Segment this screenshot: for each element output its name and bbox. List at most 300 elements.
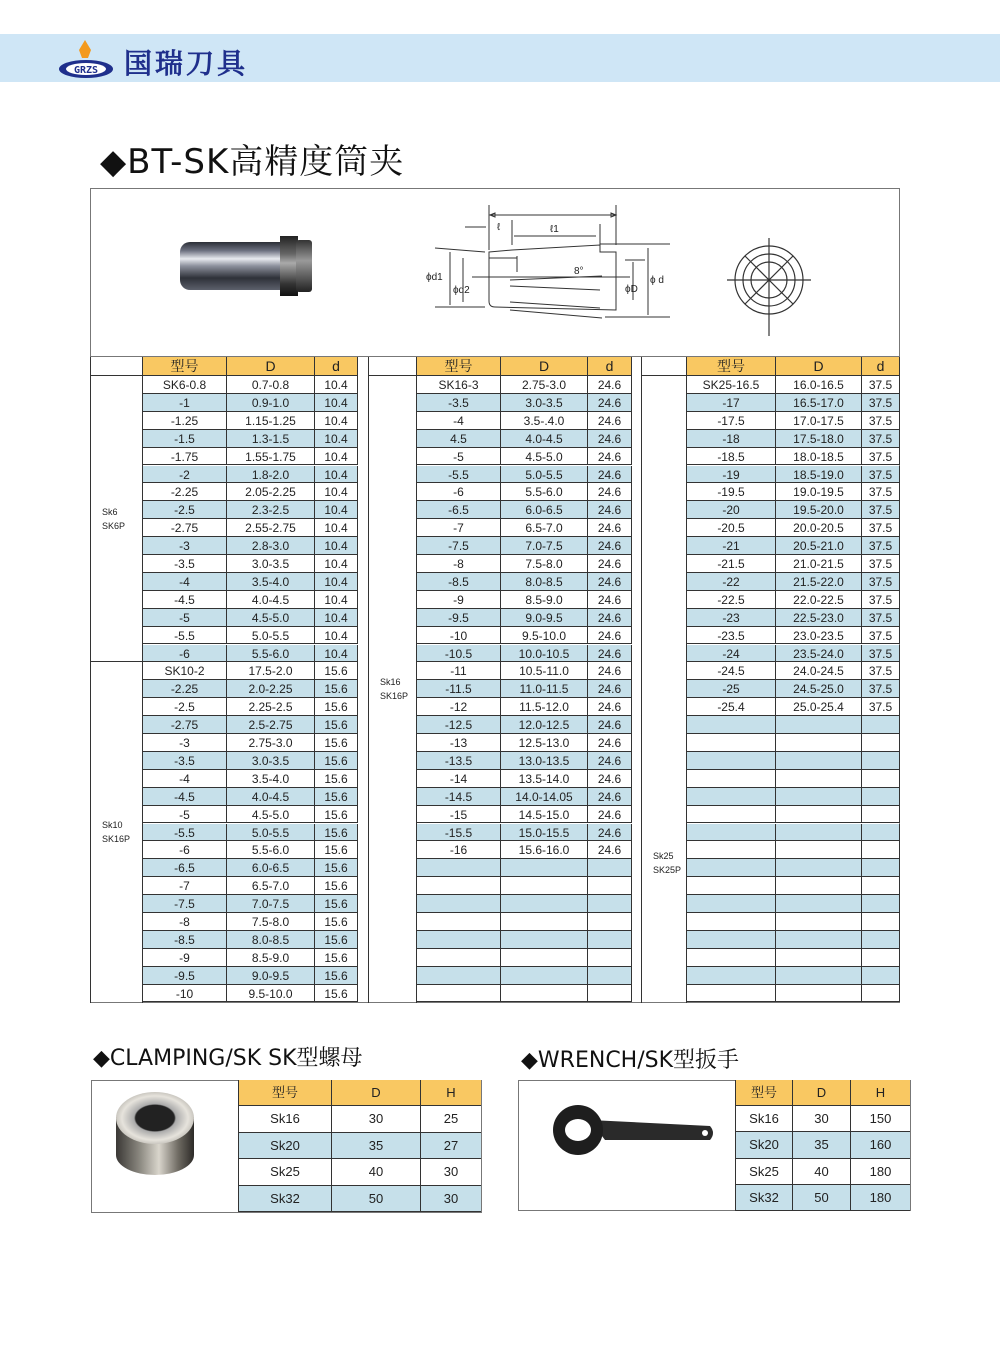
- model-cell: -7.5: [417, 537, 501, 555]
- dim-l: ℓ: [497, 222, 501, 233]
- clamping-title: ◆CLAMPING/SK SK型螺母: [93, 1046, 363, 1071]
- d-range-cell: 18.5-19.0: [776, 466, 862, 484]
- outer-d-cell: 24.6: [588, 376, 632, 394]
- d-range-cell: 0.9-1.0: [227, 394, 315, 412]
- empty-cell: [776, 985, 862, 1003]
- model-cell: -20.5: [687, 519, 776, 537]
- d-range-cell: 22.0-22.5: [776, 591, 862, 609]
- outer-d-cell: 37.5: [862, 573, 900, 591]
- empty-cell: [417, 895, 501, 913]
- outer-d-cell: 15.6: [315, 734, 358, 752]
- empty-cell: [776, 877, 862, 895]
- empty-cell: [776, 788, 862, 806]
- d-range-cell: 24.0-24.5: [776, 662, 862, 680]
- d-range-cell: 4.5-5.0: [501, 448, 588, 466]
- empty-cell: [417, 913, 501, 931]
- d-range-cell: 0.7-0.8: [227, 376, 315, 394]
- h-cell: 27: [420, 1133, 481, 1160]
- d-cell: 50: [792, 1185, 850, 1211]
- outer-d-cell: 15.6: [315, 895, 358, 913]
- group-header-blank: [90, 357, 143, 376]
- d-range-cell: 2.5-2.75: [227, 716, 315, 734]
- d-range-cell: 5.0-5.5: [227, 824, 315, 842]
- empty-cell: [687, 824, 776, 842]
- empty-cell: [862, 949, 900, 967]
- column-header: D: [501, 357, 588, 376]
- group-column: [641, 376, 687, 1003]
- outer-d-cell: 15.6: [315, 680, 358, 698]
- d-range-cell: 4.0-4.5: [227, 788, 315, 806]
- dim-D: ϕD: [625, 284, 638, 295]
- outer-d-cell: 15.6: [315, 985, 358, 1003]
- d-range-cell: 2.3-2.5: [227, 501, 315, 519]
- empty-cell: [501, 877, 588, 895]
- empty-cell: [417, 985, 501, 1003]
- group-header-blank: [368, 357, 417, 376]
- d-range-cell: 22.5-23.0: [776, 609, 862, 627]
- empty-cell: [776, 895, 862, 913]
- d-range-cell: 2.75-3.0: [501, 376, 588, 394]
- outer-d-cell: 24.6: [588, 609, 632, 627]
- d-range-cell: 8.0-8.5: [501, 573, 588, 591]
- outer-d-cell: 15.6: [315, 752, 358, 770]
- d-range-cell: 12.5-13.0: [501, 734, 588, 752]
- empty-cell: [862, 877, 900, 895]
- outer-d-cell: 10.4: [315, 645, 358, 663]
- d-range-cell: 21.5-22.0: [776, 573, 862, 591]
- model-cell: Sk20: [735, 1132, 792, 1158]
- outer-d-cell: 24.6: [588, 645, 632, 663]
- model-cell: -5.5: [143, 824, 227, 842]
- outer-d-cell: 10.4: [315, 519, 358, 537]
- model-cell: -21.5: [687, 555, 776, 573]
- d-range-cell: 6.0-6.5: [501, 501, 588, 519]
- d-range-cell: 16.0-16.5: [776, 376, 862, 394]
- outer-d-cell: 10.4: [315, 627, 358, 645]
- h-cell: 160: [850, 1132, 910, 1158]
- outer-d-cell: 24.6: [588, 573, 632, 591]
- empty-cell: [862, 913, 900, 931]
- series-label: Sk16: [380, 677, 401, 688]
- empty-cell: [417, 859, 501, 877]
- d-range-cell: 19.5-20.0: [776, 501, 862, 519]
- empty-cell: [862, 770, 900, 788]
- empty-cell: [687, 806, 776, 824]
- empty-cell: [687, 895, 776, 913]
- model-cell: -17: [687, 394, 776, 412]
- empty-cell: [776, 770, 862, 788]
- column-header: 型号: [417, 357, 501, 376]
- empty-cell: [687, 716, 776, 734]
- model-cell: -1: [143, 394, 227, 412]
- d-cell: 30: [331, 1106, 420, 1133]
- empty-cell: [862, 824, 900, 842]
- outer-d-cell: 37.5: [862, 627, 900, 645]
- model-cell: -6.5: [143, 859, 227, 877]
- model-cell: -12.5: [417, 716, 501, 734]
- empty-cell: [417, 931, 501, 949]
- outer-d-cell: 24.6: [588, 788, 632, 806]
- d-range-cell: 2.75-3.0: [227, 734, 315, 752]
- d-range-cell: 9.5-10.0: [227, 985, 315, 1003]
- model-cell: -7.5: [143, 895, 227, 913]
- d-range-cell: 5.5-6.0: [501, 483, 588, 501]
- model-cell: -3.5: [417, 394, 501, 412]
- model-cell: SK6-0.8: [143, 376, 227, 394]
- d-cell: 50: [331, 1186, 420, 1213]
- outer-d-cell: 24.6: [588, 555, 632, 573]
- outer-d-cell: 24.6: [588, 483, 632, 501]
- model-cell: -5: [417, 448, 501, 466]
- model-cell: -2.75: [143, 716, 227, 734]
- h-cell: 180: [850, 1185, 910, 1211]
- empty-cell: [588, 985, 632, 1003]
- outer-d-cell: 15.6: [315, 913, 358, 931]
- model-cell: SK10-2: [143, 662, 227, 680]
- d-range-cell: 2.0-2.25: [227, 680, 315, 698]
- model-cell: -9: [143, 949, 227, 967]
- outer-d-cell: 15.6: [315, 716, 358, 734]
- outer-d-cell: 10.4: [315, 555, 358, 573]
- empty-cell: [687, 931, 776, 949]
- series-label: SK16P: [102, 834, 131, 845]
- d-range-cell: 13.0-13.5: [501, 752, 588, 770]
- dim-d2: ϕd2: [453, 285, 470, 296]
- model-cell: -19.5: [687, 483, 776, 501]
- model-cell: -6: [143, 841, 227, 859]
- d-range-cell: 17.0-17.5: [776, 412, 862, 430]
- model-cell: SK25-16.5: [687, 376, 776, 394]
- model-cell: -3.5: [143, 555, 227, 573]
- model-cell: -5: [143, 806, 227, 824]
- model-cell: -11: [417, 662, 501, 680]
- model-cell: -5.5: [143, 627, 227, 645]
- d-range-cell: 8.5-9.0: [501, 591, 588, 609]
- outer-d-cell: 24.6: [588, 591, 632, 609]
- d-range-cell: 5.5-6.0: [227, 645, 315, 663]
- empty-cell: [687, 913, 776, 931]
- model-cell: -6: [143, 645, 227, 663]
- outer-d-cell: 24.6: [588, 824, 632, 842]
- column-header: d: [862, 357, 900, 376]
- d-range-cell: 3.0-3.5: [227, 555, 315, 573]
- outer-d-cell: 24.6: [588, 430, 632, 448]
- outer-d-cell: 10.4: [315, 609, 358, 627]
- empty-cell: [776, 806, 862, 824]
- series-label: SK25P: [653, 865, 682, 876]
- dim-l1: ℓ1: [550, 224, 559, 235]
- d-range-cell: 6.0-6.5: [227, 859, 315, 877]
- empty-cell: [687, 752, 776, 770]
- d-range-cell: 3.5-4.0: [227, 770, 315, 788]
- d-range-cell: 2.55-2.75: [227, 519, 315, 537]
- empty-cell: [588, 913, 632, 931]
- page-title: ◆BT-SK高精度筒夹: [100, 142, 405, 182]
- outer-d-cell: 24.6: [588, 806, 632, 824]
- d-range-cell: 3.5-4.0: [227, 573, 315, 591]
- outer-d-cell: 10.4: [315, 537, 358, 555]
- collet-cross-section-diagram: [725, 238, 815, 338]
- model-cell: -2.5: [143, 501, 227, 519]
- model-cell: -3.5: [143, 752, 227, 770]
- empty-cell: [588, 931, 632, 949]
- outer-d-cell: 15.6: [315, 877, 358, 895]
- outer-d-cell: 15.6: [315, 698, 358, 716]
- d-range-cell: 1.8-2.0: [227, 466, 315, 484]
- outer-d-cell: 15.6: [315, 841, 358, 859]
- empty-cell: [588, 895, 632, 913]
- d-cell: 40: [792, 1159, 850, 1185]
- model-cell: -24: [687, 645, 776, 663]
- d-range-cell: 12.0-12.5: [501, 716, 588, 734]
- outer-d-cell: 24.6: [588, 698, 632, 716]
- outer-d-cell: 24.6: [588, 770, 632, 788]
- outer-d-cell: 37.5: [862, 555, 900, 573]
- model-cell: -7: [417, 519, 501, 537]
- d-range-cell: 4.5-5.0: [227, 806, 315, 824]
- model-cell: -13: [417, 734, 501, 752]
- d-range-cell: 17.5-2.0: [227, 662, 315, 680]
- model-cell: -4: [143, 573, 227, 591]
- outer-d-cell: 37.5: [862, 591, 900, 609]
- model-cell: -15: [417, 806, 501, 824]
- collet-dimension-diagram: [420, 190, 680, 340]
- model-cell: -2: [143, 466, 227, 484]
- outer-d-cell: 24.6: [588, 841, 632, 859]
- model-cell: -19: [687, 466, 776, 484]
- outer-d-cell: 37.5: [862, 698, 900, 716]
- empty-cell: [501, 859, 588, 877]
- outer-d-cell: 37.5: [862, 537, 900, 555]
- d-range-cell: 3.0-3.5: [501, 394, 588, 412]
- d-range-cell: 7.0-7.5: [227, 895, 315, 913]
- d-range-cell: 9.0-9.5: [501, 609, 588, 627]
- d-range-cell: 14.5-15.0: [501, 806, 588, 824]
- model-cell: -2.25: [143, 680, 227, 698]
- d-range-cell: 5.0-5.5: [501, 466, 588, 484]
- d-cell: 35: [792, 1132, 850, 1158]
- d-range-cell: 10.5-11.0: [501, 662, 588, 680]
- model-cell: -11.5: [417, 680, 501, 698]
- d-cell: 30: [792, 1106, 850, 1132]
- model-cell: -18.5: [687, 448, 776, 466]
- d-range-cell: 9.5-10.0: [501, 627, 588, 645]
- d-range-cell: 24.5-25.0: [776, 680, 862, 698]
- empty-cell: [776, 967, 862, 985]
- empty-cell: [501, 913, 588, 931]
- column-header: d: [588, 357, 632, 376]
- column-header: H: [420, 1080, 481, 1106]
- model-cell: -5: [143, 609, 227, 627]
- column-header: d: [315, 357, 358, 376]
- model-cell: -6.5: [417, 501, 501, 519]
- empty-cell: [776, 913, 862, 931]
- model-cell: -10.5: [417, 645, 501, 663]
- dim-angle: 8°: [574, 266, 584, 277]
- model-cell: -7: [143, 877, 227, 895]
- empty-cell: [588, 949, 632, 967]
- outer-d-cell: 37.5: [862, 609, 900, 627]
- d-range-cell: 4.5-5.0: [227, 609, 315, 627]
- model-cell: -9: [417, 591, 501, 609]
- outer-d-cell: 24.6: [588, 716, 632, 734]
- outer-d-cell: 24.6: [588, 537, 632, 555]
- outer-d-cell: 24.6: [588, 662, 632, 680]
- empty-cell: [687, 877, 776, 895]
- model-cell: Sk32: [735, 1185, 792, 1211]
- model-cell: -10: [417, 627, 501, 645]
- empty-cell: [687, 949, 776, 967]
- d-range-cell: 15.0-15.5: [501, 824, 588, 842]
- wrench-title: ◆WRENCH/SK型扳手: [521, 1048, 740, 1073]
- empty-cell: [862, 859, 900, 877]
- collet-photo: [180, 236, 315, 296]
- outer-d-cell: 24.6: [588, 519, 632, 537]
- outer-d-cell: 37.5: [862, 394, 900, 412]
- d-range-cell: 2.05-2.25: [227, 483, 315, 501]
- empty-cell: [501, 985, 588, 1003]
- outer-d-cell: 24.6: [588, 466, 632, 484]
- model-cell: -8: [417, 555, 501, 573]
- d-range-cell: 14.0-14.05: [501, 788, 588, 806]
- model-cell: Sk20: [238, 1133, 331, 1160]
- empty-cell: [588, 859, 632, 877]
- d-range-cell: 4.0-4.5: [501, 430, 588, 448]
- model-cell: -18: [687, 430, 776, 448]
- d-range-cell: 6.5-7.0: [227, 877, 315, 895]
- model-cell: -2.25: [143, 483, 227, 501]
- model-cell: -5.5: [417, 466, 501, 484]
- model-cell: -23.5: [687, 627, 776, 645]
- model-cell: SK16-3: [417, 376, 501, 394]
- h-cell: 30: [420, 1159, 481, 1186]
- outer-d-cell: 10.4: [315, 376, 358, 394]
- empty-cell: [776, 841, 862, 859]
- d-range-cell: 19.0-19.5: [776, 483, 862, 501]
- outer-d-cell: 15.6: [315, 859, 358, 877]
- empty-cell: [501, 967, 588, 985]
- wrench-photo: [550, 1100, 720, 1160]
- d-range-cell: 5.5-6.0: [227, 841, 315, 859]
- outer-d-cell: 37.5: [862, 645, 900, 663]
- column-header: 型号: [735, 1080, 792, 1106]
- outer-d-cell: 24.6: [588, 734, 632, 752]
- h-cell: 180: [850, 1159, 910, 1185]
- d-range-cell: 2.8-3.0: [227, 537, 315, 555]
- model-cell: -9.5: [143, 967, 227, 985]
- column-header: 型号: [687, 357, 776, 376]
- empty-cell: [417, 949, 501, 967]
- model-cell: Sk16: [735, 1106, 792, 1132]
- empty-cell: [501, 949, 588, 967]
- empty-cell: [862, 806, 900, 824]
- model-cell: -25.4: [687, 698, 776, 716]
- outer-d-cell: 37.5: [862, 430, 900, 448]
- outer-d-cell: 37.5: [862, 680, 900, 698]
- outer-d-cell: 24.6: [588, 448, 632, 466]
- outer-d-cell: 10.4: [315, 412, 358, 430]
- d-range-cell: 23.5-24.0: [776, 645, 862, 663]
- d-range-cell: 7.5-8.0: [227, 913, 315, 931]
- d-range-cell: 18.0-18.5: [776, 448, 862, 466]
- empty-cell: [776, 752, 862, 770]
- d-range-cell: 2.25-2.5: [227, 698, 315, 716]
- model-cell: -20: [687, 501, 776, 519]
- empty-cell: [501, 931, 588, 949]
- outer-d-cell: 37.5: [862, 501, 900, 519]
- empty-cell: [501, 895, 588, 913]
- model-cell: -9.5: [417, 609, 501, 627]
- column-header: D: [792, 1080, 850, 1106]
- model-cell: -8.5: [143, 931, 227, 949]
- outer-d-cell: 10.4: [315, 448, 358, 466]
- d-range-cell: 15.6-16.0: [501, 841, 588, 859]
- d-range-cell: 4.0-4.5: [227, 591, 315, 609]
- d-range-cell: 7.5-8.0: [501, 555, 588, 573]
- model-cell: -14.5: [417, 788, 501, 806]
- outer-d-cell: 10.4: [315, 501, 358, 519]
- model-cell: -12: [417, 698, 501, 716]
- model-cell: Sk25: [735, 1159, 792, 1185]
- outer-d-cell: 10.4: [315, 394, 358, 412]
- empty-cell: [862, 734, 900, 752]
- outer-d-cell: 24.6: [588, 627, 632, 645]
- d-range-cell: 8.5-9.0: [227, 949, 315, 967]
- series-label: SK6P: [102, 521, 126, 532]
- d-range-cell: 20.0-20.5: [776, 519, 862, 537]
- outer-d-cell: 24.6: [588, 412, 632, 430]
- d-range-cell: 16.5-17.0: [776, 394, 862, 412]
- model-cell: -1.75: [143, 448, 227, 466]
- outer-d-cell: 15.6: [315, 949, 358, 967]
- empty-cell: [687, 770, 776, 788]
- outer-d-cell: 24.6: [588, 680, 632, 698]
- outer-d-cell: 10.4: [315, 466, 358, 484]
- empty-cell: [862, 967, 900, 985]
- empty-cell: [862, 985, 900, 1003]
- d-range-cell: 1.15-1.25: [227, 412, 315, 430]
- d-range-cell: 21.0-21.5: [776, 555, 862, 573]
- outer-d-cell: 24.6: [588, 501, 632, 519]
- h-cell: 25: [420, 1106, 481, 1133]
- empty-cell: [687, 734, 776, 752]
- model-cell: -2.5: [143, 698, 227, 716]
- empty-cell: [862, 788, 900, 806]
- empty-cell: [862, 841, 900, 859]
- d-range-cell: 3.0-3.5: [227, 752, 315, 770]
- empty-cell: [862, 716, 900, 734]
- model-cell: 4.5: [417, 430, 501, 448]
- d-range-cell: 6.5-7.0: [501, 519, 588, 537]
- model-cell: -6: [417, 483, 501, 501]
- model-cell: -8.5: [417, 573, 501, 591]
- h-cell: 30: [420, 1186, 481, 1213]
- empty-cell: [862, 752, 900, 770]
- empty-cell: [776, 931, 862, 949]
- outer-d-cell: 37.5: [862, 448, 900, 466]
- model-cell: -4: [143, 770, 227, 788]
- model-cell: -21: [687, 537, 776, 555]
- outer-d-cell: 10.4: [315, 430, 358, 448]
- outer-d-cell: 15.6: [315, 806, 358, 824]
- model-cell: -13.5: [417, 752, 501, 770]
- empty-cell: [776, 859, 862, 877]
- model-cell: -22.5: [687, 591, 776, 609]
- d-range-cell: 1.55-1.75: [227, 448, 315, 466]
- model-cell: -25: [687, 680, 776, 698]
- model-cell: -14: [417, 770, 501, 788]
- series-label: Sk25: [653, 851, 674, 862]
